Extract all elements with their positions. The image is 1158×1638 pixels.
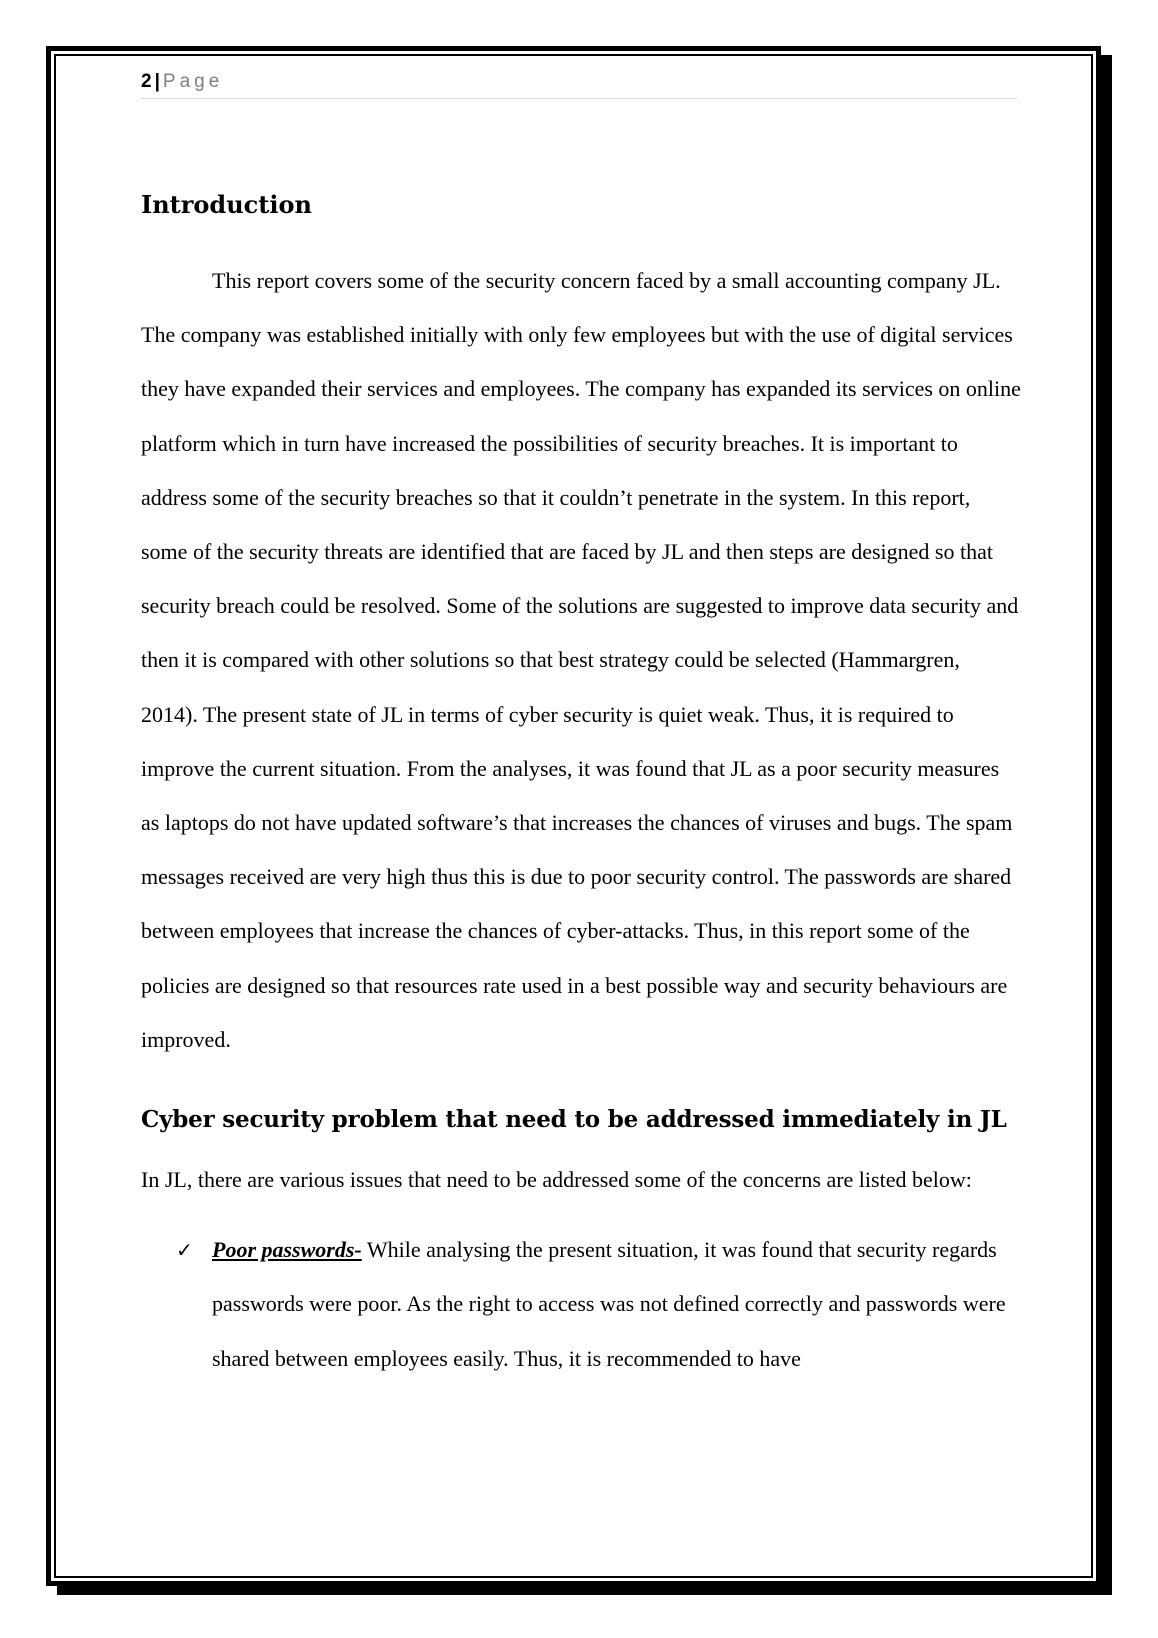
cyber-security-heading: Cyber security problem that need to be addressed immediately in JL [141,1106,1007,1134]
introduction-heading: Introduction [141,190,312,219]
section-intro-paragraph: In JL, there are various issues that need to be addressed some of the concerns are listed below: [141,1167,972,1193]
document-body [141,180,1021,1386]
page-number: 2 [141,71,152,92]
page-label: Page [162,71,224,92]
list-item [141,1223,1021,1386]
item-title: Poor passwords- [212,1237,362,1263]
checkmark-icon: ✓ [176,1238,193,1263]
concerns-list [141,1223,1021,1386]
header-separator: | [154,71,160,92]
item-text: While analysing the present situation, it was found that security regards passwords were poor. As the right to access was not defined correctly and passwords were shared between employees easily. Thus, it is recommended to have [212,1237,1006,1371]
page-header [141,70,1017,99]
introduction-paragraph: This report covers some of the security concern faced by a small accounting company JL. The company was established initially with only few employees but with the use of digital services they have expanded their services and employees. The company has expanded its services on online platform which in turn have increased the possibilities of security breaches. It is important to address some of the security breaches so that it couldn’t penetrate in the system. In this report, some of the security threats are identified that are faced by JL and then steps are designed so that security breach could be resolved. Some of the solutions are suggested to improve data security and then it is compared with other solutions so that best strategy could be selected (Hammargren, 2014). The present state of JL in terms of cyber security is quiet weak. Thus, it is required to improve the current situation. From the analyses, it was found that JL as a poor security measures as laptops do not have updated software’s that increases the chances of viruses and bugs. The spam messages received are very high thus this is due to poor security control. The passwords are shared between employees that increase the chances of cyber-attacks. Thus, in this report some of the policies are designed so that resources rate used in a best possible way and security behaviours are improved. [141,268,1021,1052]
